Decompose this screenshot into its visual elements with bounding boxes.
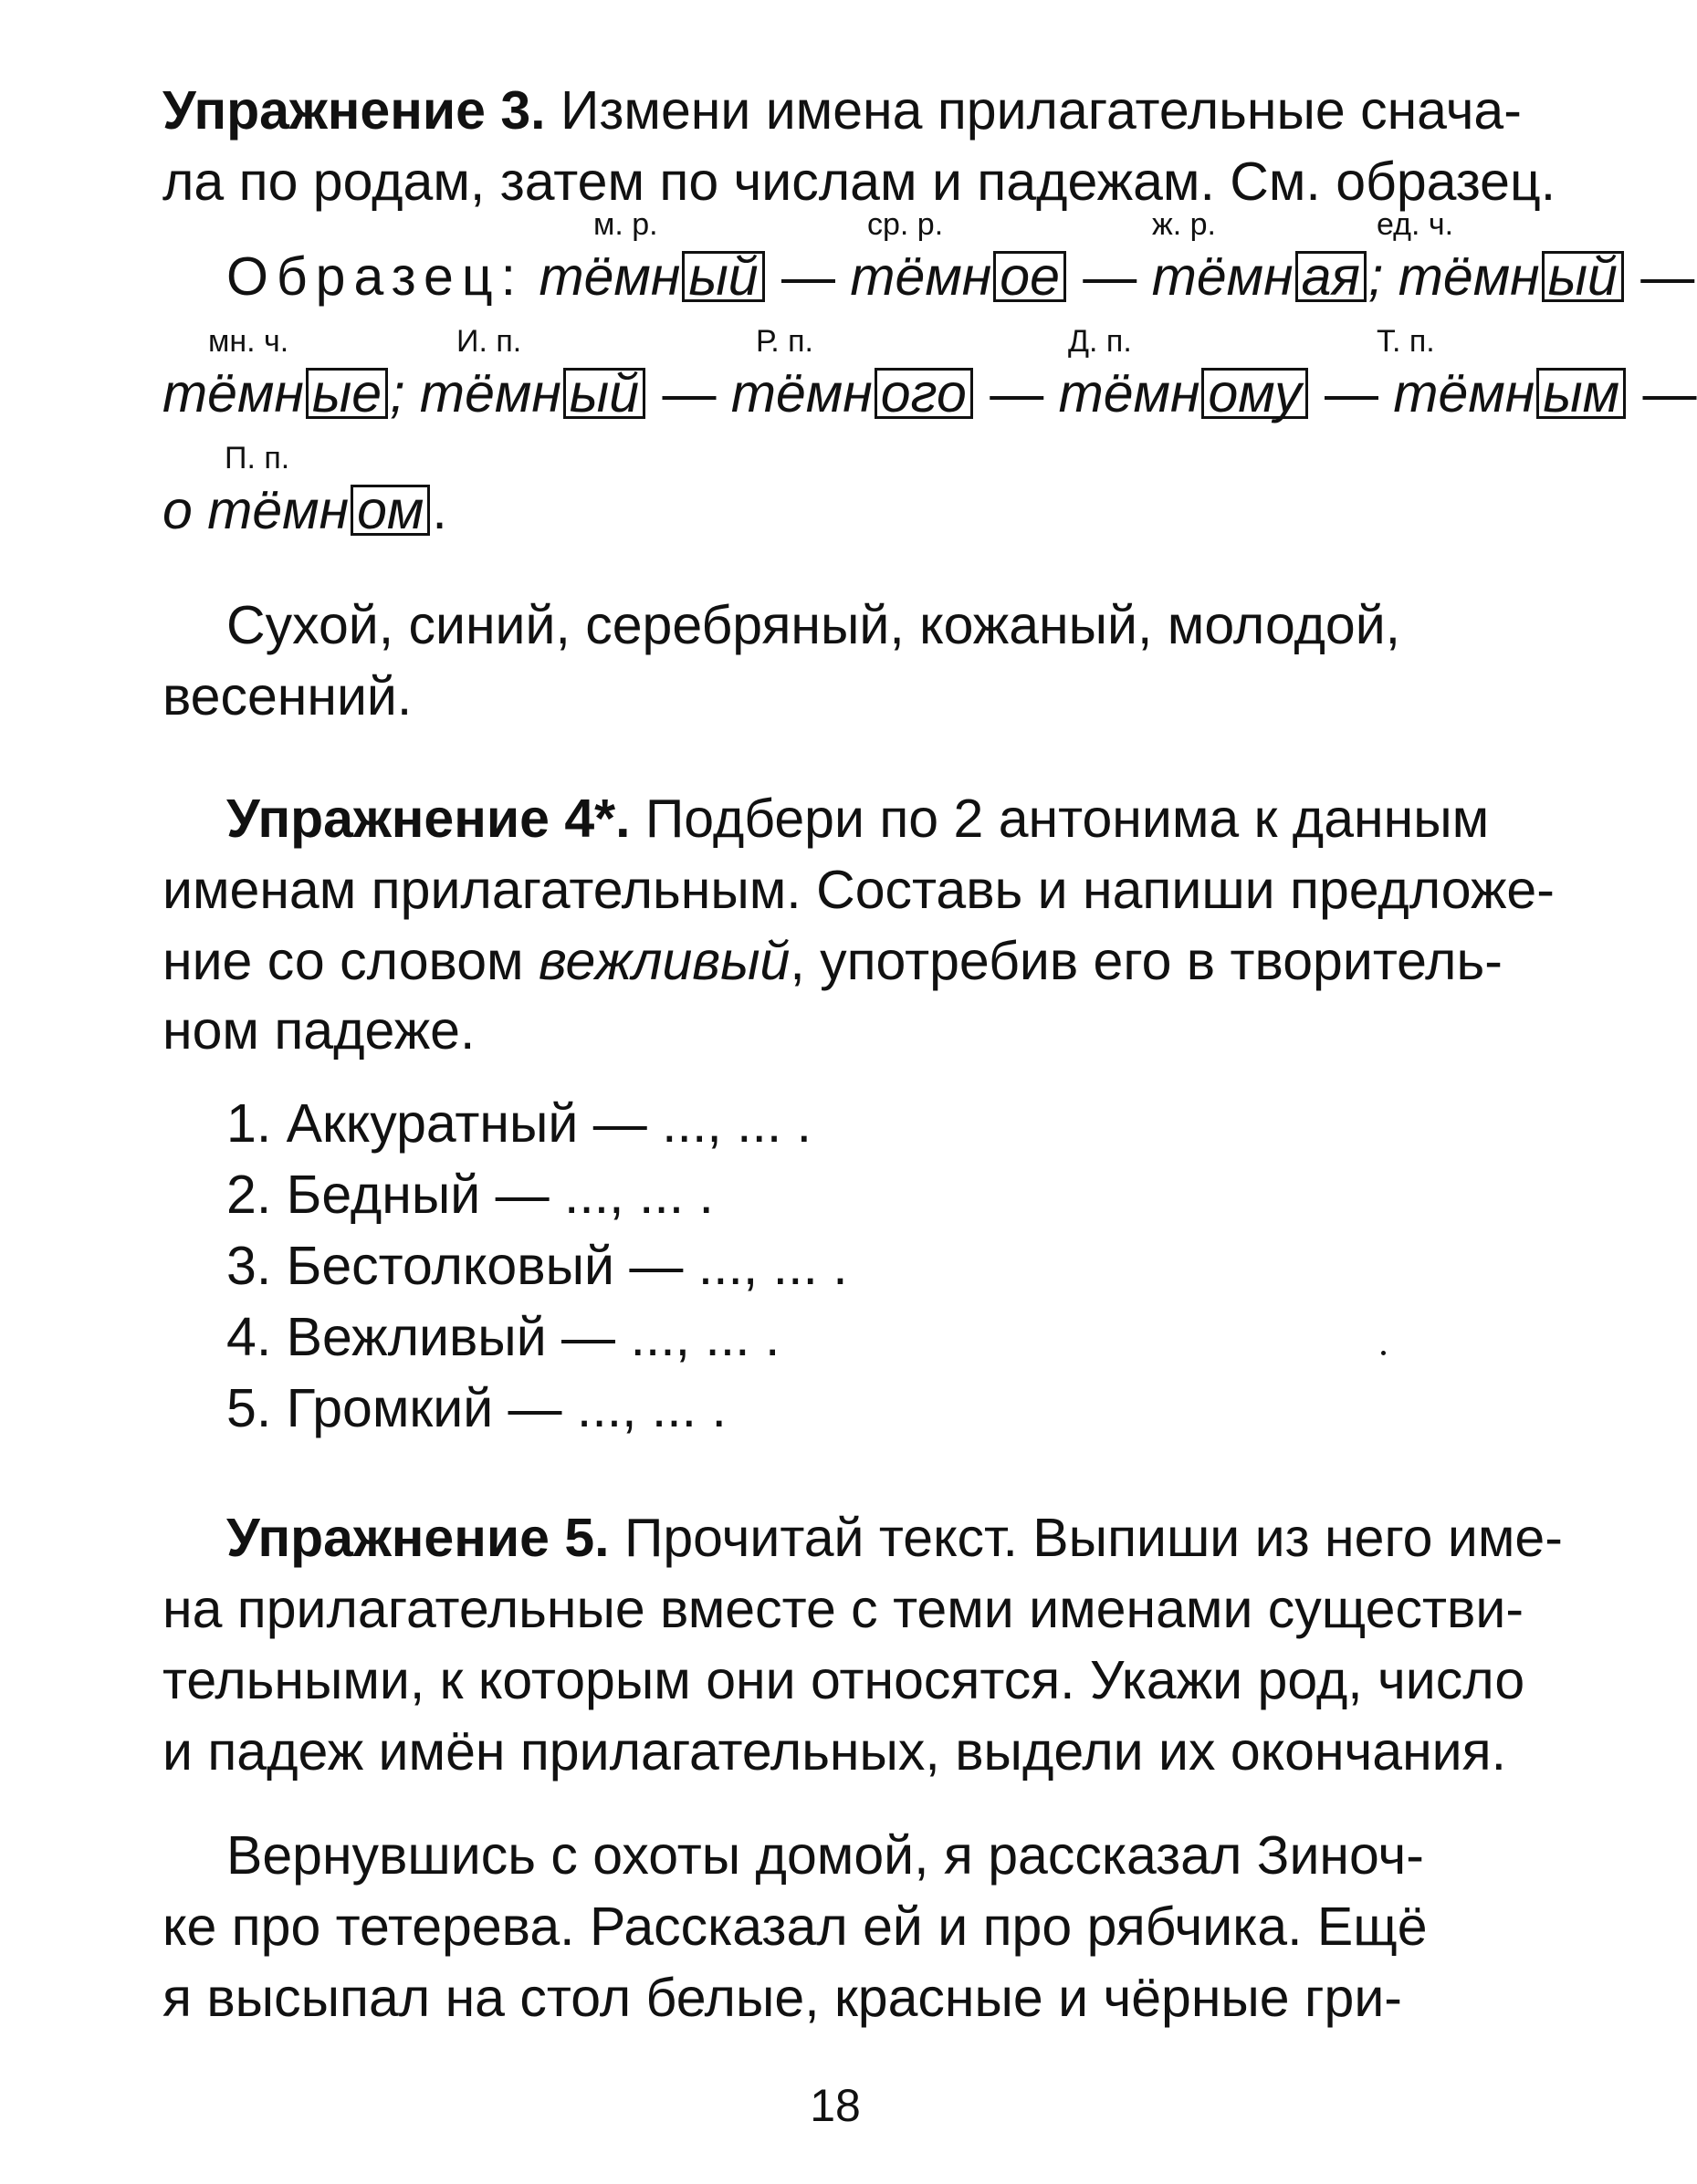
ending-box: ый: [1542, 251, 1624, 302]
list-item: 1. Аккуратный — ..., ... .: [226, 1093, 812, 1154]
label-masc: м. р.: [593, 207, 658, 242]
ex4-text-3b: , употребив его в творитель-: [790, 931, 1503, 991]
ex5-text-line-1: Вернувшись с охоты домой, я рассказал Зиноч-: [226, 1825, 1424, 1886]
label-plural: мн. ч.: [208, 324, 289, 359]
list-item: 2. Бедный — ..., ... .: [226, 1165, 714, 1225]
ending-box: ый: [563, 368, 645, 419]
ex4-line-4: ном падеже.: [162, 1000, 476, 1061]
ex5-line-2: на прилагательные вместе с теми именами существи-: [162, 1579, 1524, 1639]
list-item: 4. Вежливый — ..., ... .: [226, 1307, 780, 1367]
ending-box: ое: [993, 251, 1066, 302]
label-dat: Д. п.: [1068, 324, 1132, 359]
stem: тёмн: [419, 363, 561, 423]
ex4-line-3: [162, 931, 1503, 991]
ending-box: ые: [306, 368, 388, 419]
ex5-text-1: Прочитай текст. Выпиши из него име-: [609, 1508, 1563, 1568]
ex3-line-1: [162, 80, 1522, 141]
stem: тёмн: [162, 363, 304, 423]
ex5-line-1: [226, 1508, 1563, 1568]
stem: тёмн: [1151, 246, 1294, 307]
label-ins: Т. п.: [1377, 324, 1435, 359]
sample-row-2: тёмн ые ; тёмн ый — тёмн ого — тёмн ому — тёмн ым —: [162, 363, 1697, 423]
stem: тёмн: [1393, 363, 1535, 423]
stem: тёмн: [539, 246, 681, 307]
stem: тёмн: [1398, 246, 1540, 307]
stem: тёмн: [1058, 363, 1200, 423]
ending-box: ым: [1536, 368, 1626, 419]
ex3-words-1: Сухой, синий, серебряный, кожаный, молодой,: [226, 595, 1401, 655]
ex5-text-line-3: я высыпал на стол белые, красные и чёрные гри-: [162, 1968, 1402, 2028]
label-neut: ср. р.: [867, 207, 944, 242]
stem: тёмн: [850, 246, 992, 307]
label-nom: И. п.: [456, 324, 522, 359]
ex4-text-1: Подбери по 2 антонима к данным: [630, 789, 1490, 849]
ending-box: ого: [875, 368, 973, 419]
ex5-line-4: и падеж имён прилагательных, выдели их окончания.: [162, 1721, 1506, 1782]
ex3-words-2: весенний.: [162, 666, 413, 726]
sample-row-3: о тёмн ом .: [162, 480, 447, 540]
speck: [1381, 1351, 1386, 1355]
label-gen: Р. п.: [756, 324, 814, 359]
ex3-text-1: Измени имена прилагательные снача-: [545, 80, 1522, 141]
ex4-italic-word: вежливый: [538, 931, 791, 991]
ex4-line-2: именам прилагательным. Составь и напиши предложе-: [162, 860, 1555, 920]
ex5-title: Упражнение 5.: [226, 1508, 610, 1568]
ending-box: ому: [1201, 368, 1307, 419]
sample-row-1: Образец: тёмн ый — тёмн ое — тёмн ая ; тёмн ый —: [226, 246, 1695, 307]
ex3-title: Упражнение 3.: [162, 80, 546, 141]
ending-box: ая: [1295, 251, 1367, 302]
label-prep: П. п.: [225, 441, 290, 475]
ending-box: ый: [682, 251, 764, 302]
page-number: 18: [810, 2080, 861, 2131]
ex3-line-2: ла по родам, затем по числам и падежам. См. образец.: [162, 152, 1556, 212]
list-item: 5. Громкий — ..., ... .: [226, 1378, 727, 1438]
ex4-line-1: [226, 789, 1489, 849]
ex5-text-line-2: ке про тетерева. Рассказал ей и про рябчика. Ещё: [162, 1897, 1428, 1957]
ending-box: ом: [351, 485, 430, 536]
ex5-line-3: тельными, к которым они относятся. Укажи род, число: [162, 1650, 1525, 1710]
stem: тёмн: [730, 363, 873, 423]
stem: о тёмн: [162, 480, 350, 540]
ex4-text-3a: ние со словом: [162, 931, 539, 991]
ex4-title: Упражнение 4*.: [226, 789, 631, 849]
label-fem: ж. р.: [1152, 207, 1216, 242]
sample-label: Образец:: [226, 246, 525, 307]
label-sing: ед. ч.: [1377, 207, 1454, 242]
list-item: 3. Бестолковый — ..., ... .: [226, 1236, 848, 1296]
